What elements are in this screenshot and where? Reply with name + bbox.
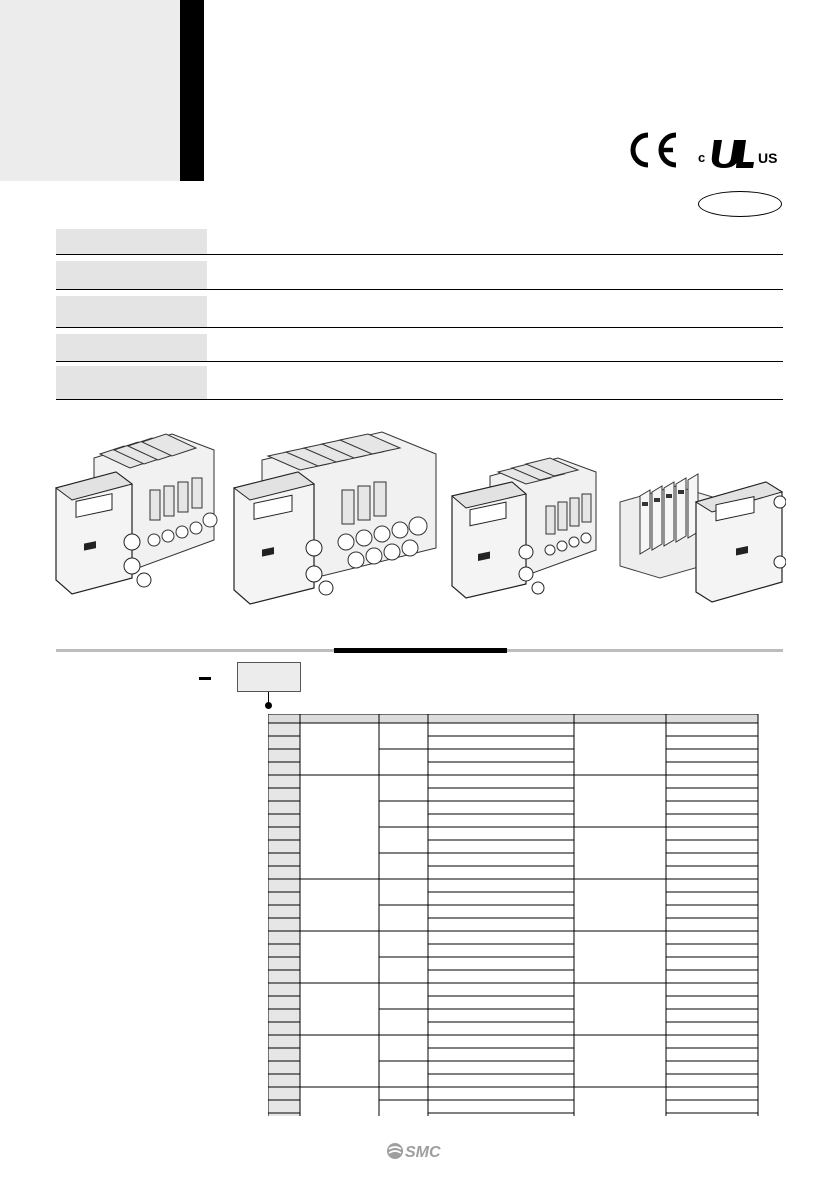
table-row-number-cell [268,840,300,853]
manifold-valve-product-image-3 [450,456,600,606]
table-row-number-cell [268,905,300,918]
manifold-valve-product-image-2 [232,430,442,620]
spec-row [56,261,783,290]
part-number-dash [199,677,211,680]
table-row-number-cell [268,931,300,944]
side-tab [0,0,180,181]
table-row-number-cell [268,944,300,957]
table-row-number-cell [268,983,300,996]
table-row-number-cell [268,970,300,983]
spec-row-label [56,366,207,400]
ce-mark-icon [626,130,686,170]
table-row-number-cell [268,957,300,970]
table-row-number-cell [268,1087,300,1100]
table-row-number-cell [268,996,300,1009]
table-row-number-cell [268,1100,300,1113]
table-row-number-cell [268,788,300,801]
divider [56,254,783,255]
part-number-code-box [237,662,301,692]
table-row-number-cell [268,762,300,775]
table-row-number-cell [268,736,300,749]
divider [56,399,783,400]
table-row-number-cell [268,1035,300,1048]
smc-logo-icon [386,1140,450,1162]
divider [56,289,783,290]
code-pointer-dot [265,702,272,709]
table-row-number-cell [268,1009,300,1022]
spec-row-label [56,229,207,255]
side-tab-bar [180,0,204,181]
spec-row [56,334,783,362]
table-row-number-cell [268,866,300,879]
spec-row-label [56,296,207,328]
table-row-number-cell [268,879,300,892]
smc-logo-text: SMC [405,1144,441,1161]
divider [56,361,783,362]
manifold-valve-product-image-1 [54,430,220,600]
table-row-number-cell [268,1074,300,1087]
table-row-number-cell [268,723,300,736]
table-row-number-cell [268,1022,300,1035]
table-row-number-cell [268,775,300,788]
section-divider [507,649,783,652]
spec-row [56,296,783,328]
table-row-number-cell [268,827,300,840]
table-row-number-cell [268,1048,300,1061]
table-row-number-cell [268,749,300,762]
section-divider-accent [334,648,507,653]
manifold-valve-product-image-4 [616,462,786,612]
new-badge-oval [698,191,782,217]
spec-row-label [56,261,207,290]
spec-row [56,229,783,255]
table-grid [268,714,758,1116]
ul-suffix: US [758,150,778,166]
ordering-code-table [268,714,760,1116]
spec-row-label [56,334,207,362]
table-row-number-cell [268,1061,300,1074]
table-row-number-cell [268,853,300,866]
spec-row [56,366,783,400]
ul-prefix: c [698,150,706,165]
table-header [268,714,758,723]
divider [56,327,783,328]
section-divider [56,649,334,652]
ul-listing-mark-icon [698,138,786,168]
table-body [268,723,300,1116]
table-row-number-cell [268,892,300,905]
table-row-number-cell [268,814,300,827]
table-row-number-cell [268,918,300,931]
table-row-number-cell [268,801,300,814]
